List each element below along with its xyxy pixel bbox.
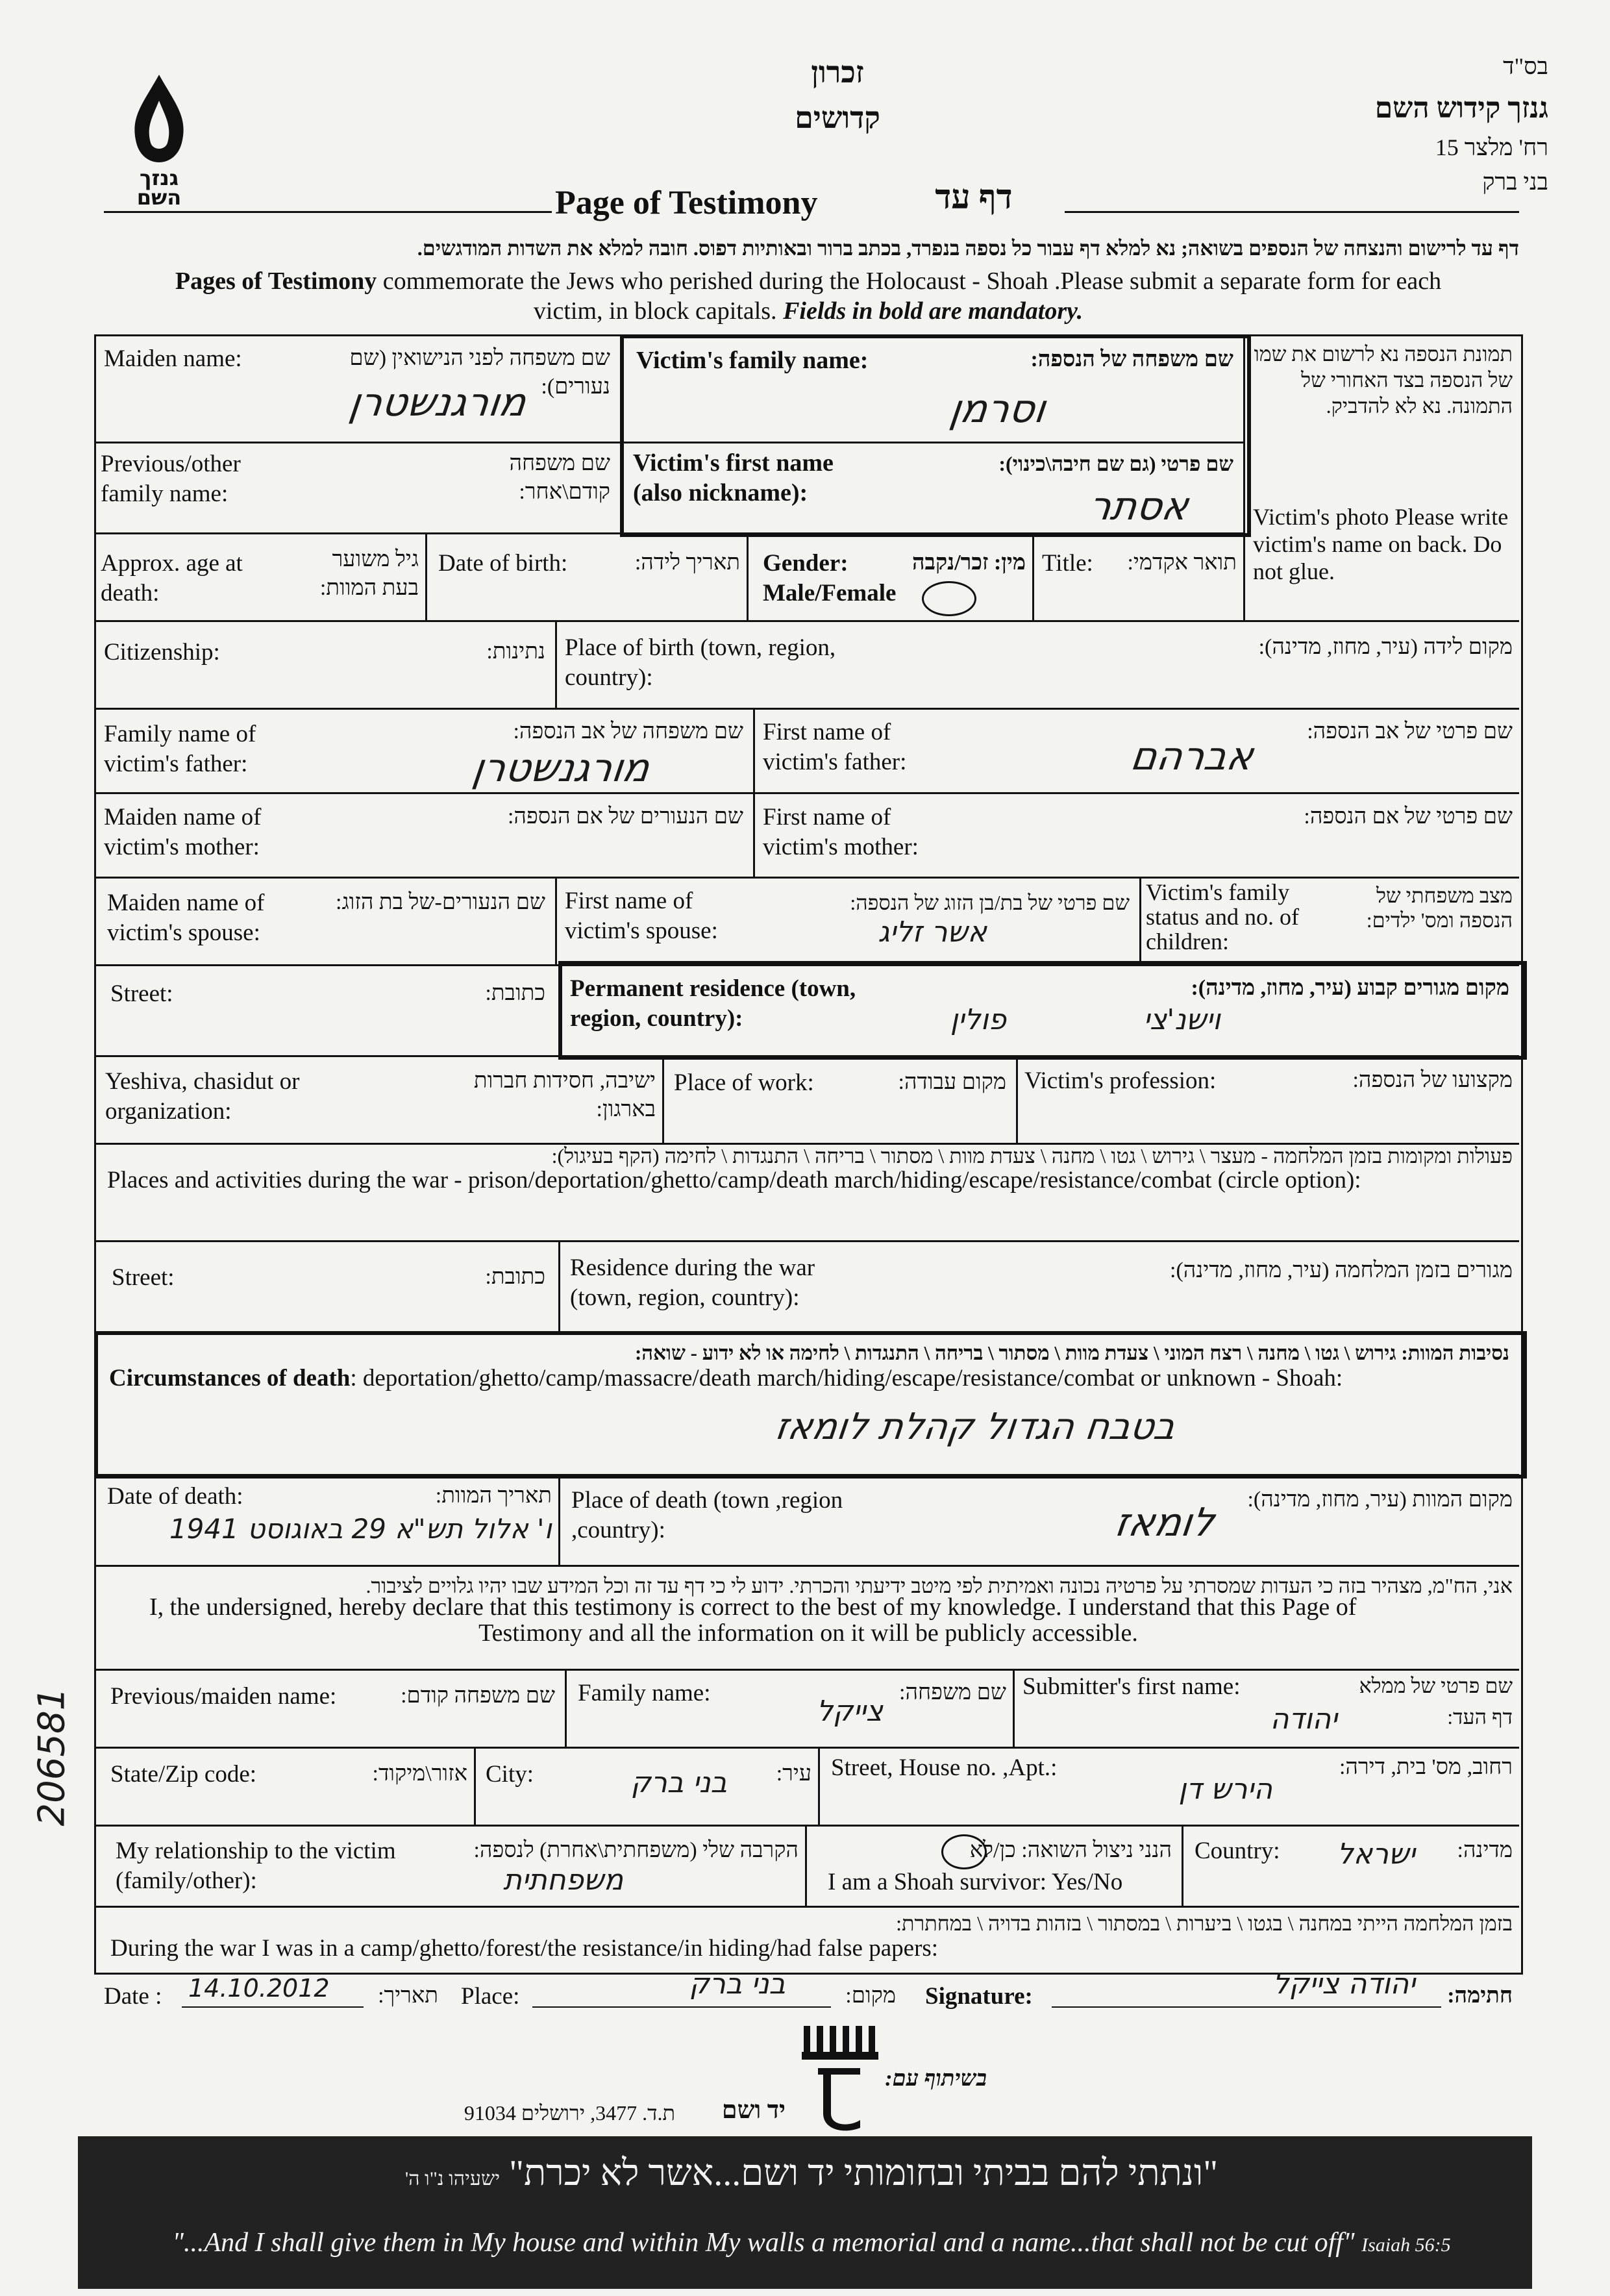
- submitter-prev-label-he: שם משפחה קודם:: [401, 1684, 555, 1708]
- activities-he: פעולות ומקומות בזמן המלחמה - מעצר \ גירוש \ גטו \ מחנה \ צעדת מוות \ מסתור \ בריחה \ התנגדות \ לחימה (הקף בעיגול):: [551, 1144, 1513, 1167]
- father-family-value[interactable]: מורגנשטרן: [469, 745, 652, 791]
- place-label: Place:: [461, 1983, 520, 2010]
- submitter-family-label-he: שם משפחה:: [899, 1680, 1006, 1704]
- pod-label-he: מקום המוות (עיר, מחוז, מדינה):: [1247, 1488, 1513, 1512]
- signature-value[interactable]: יהודה צייקל: [1272, 1967, 1415, 2001]
- first-name-label: Victim's first name (also nickname):: [633, 449, 834, 506]
- gender-label: Gender: Male/Female: [763, 550, 897, 606]
- street-label: Street:: [110, 980, 173, 1007]
- first-name-label-he: שם פרטי (גם שם חיבה\כינוי):: [998, 452, 1233, 475]
- survivor-label-he: הנני ניצול השואה: כן/לא: [969, 1838, 1172, 1862]
- family-name-value[interactable]: וסרמן: [947, 386, 1048, 432]
- verse-ref-en: Isaiah 56:5: [1361, 2234, 1451, 2256]
- citizenship-label-he: נתינות:: [486, 640, 545, 664]
- place-line: [532, 2006, 831, 2008]
- dob-label-he: תאריך לידה:: [634, 551, 740, 575]
- during-war-he: בזמן המלחמה הייתי במחנה \ בגטו \ ביערות \ במסתור \ בזהות בדויה \ במחתרת:: [896, 1912, 1513, 1935]
- perm-res-label: Permanent residence (town, region, country):: [570, 975, 856, 1032]
- photo-instructions-en: Victim's photo Please write victim's name on back. Do not glue.: [1253, 504, 1509, 584]
- family-status-label-he: מצב משפחתי של הנספה ומס' ילדים:: [1366, 884, 1513, 932]
- family-name-label: Victim's family name:: [636, 347, 869, 374]
- street-address-label-he: רחוב, מס' בית, דירה:: [1339, 1755, 1513, 1779]
- relation-value[interactable]: משפחתית: [503, 1864, 623, 1897]
- verse-en: [123, 2227, 1500, 2258]
- page-title: Page of Testimony: [555, 184, 818, 221]
- date-label: Date :: [104, 1983, 162, 2010]
- side-reference-number: 206581: [31, 1687, 73, 1827]
- perm-res-value-1[interactable]: וישנ'צי: [1143, 1003, 1220, 1036]
- family-name-label-he: שם משפחה של הנספה:: [1030, 347, 1233, 371]
- profession-label: Victim's profession:: [1024, 1067, 1217, 1094]
- dob-label: Date of birth:: [438, 550, 568, 577]
- intro-en-mandatory: Fields in bold are mandatory.: [783, 297, 1084, 325]
- spouse-first-label: First name of victim's spouse:: [565, 888, 718, 944]
- street-label-he: כתובת:: [485, 981, 545, 1005]
- prev-family-label: Previous/other family name:: [101, 451, 241, 507]
- survivor-label: I am a Shoah survivor: Yes/No: [828, 1869, 1123, 1895]
- country-value[interactable]: ישראל: [1337, 1838, 1415, 1871]
- photo-instructions-he: תמונת הנספה נא לרשום את שמו של הנספה בצד האחורי של התמונה. נא לא להדביק.: [1254, 342, 1513, 418]
- submitter-family-label: Family name:: [578, 1680, 711, 1706]
- pod-value[interactable]: לומאז: [1111, 1500, 1217, 1545]
- maiden-name-value[interactable]: מורגנשטרן: [346, 380, 529, 425]
- activities-en: Places and activities during the war - prison/deportation/ghetto/camp/death march/hiding/escape/resistance/combat (circle option):: [107, 1167, 1361, 1193]
- profession-label-he: מקצועו של הנספה:: [1352, 1068, 1513, 1092]
- mother-maiden-label: Maiden name of victim's mother:: [104, 804, 262, 860]
- maiden-name-label: Maiden name:: [104, 345, 242, 372]
- center-title-2: קדושים: [795, 101, 880, 134]
- relation-label-he: הקרבה שלי (משפחתית\אחרת) לנספה:: [473, 1838, 799, 1862]
- dod-label: Date of death:: [107, 1483, 243, 1510]
- dod-value[interactable]: ו' אלול תש"א 29 באוגוסט 1941: [169, 1513, 552, 1545]
- gender-label-he: מין: זכר/נקבה: [912, 551, 1026, 575]
- intro-en-bold: Pages of Testimony: [175, 268, 377, 295]
- state-label: State/Zip code:: [110, 1761, 257, 1788]
- war-res-label: Residence during the war (town, region, country):: [570, 1254, 815, 1311]
- citizenship-label: Citizenship:: [104, 639, 220, 666]
- perm-res-label-he: מקום מגורים קבוע (עיר, מחוז, מדינה):: [1191, 976, 1509, 1000]
- signature-label-he: חתימה:: [1447, 1984, 1513, 2008]
- work-label: Place of work:: [674, 1069, 814, 1096]
- spouse-first-value[interactable]: אשר זליג: [878, 916, 987, 949]
- country-label: Country:: [1195, 1838, 1280, 1864]
- perm-res-value-2[interactable]: פולין: [950, 1003, 1006, 1036]
- yad-vashem-address: ת.ד. 3477, ירושלים 91034: [464, 2101, 675, 2125]
- first-name-value[interactable]: אסתר: [1085, 484, 1191, 529]
- submitter-first-label: Submitter's first name:: [1022, 1673, 1241, 1700]
- date-line: [182, 2006, 364, 2008]
- circumstances-en: [109, 1364, 1511, 1393]
- mother-first-label: First name of victim's mother:: [763, 804, 919, 860]
- partner-label: בשיתוף עם:: [885, 2067, 987, 2091]
- verse-en-text: "...And I shall give them in My house and within My walls a memorial and a name...that shall not be cut off": [172, 2228, 1355, 2258]
- prev-family-label-he: שם משפחה קודם\אחר:: [509, 451, 610, 504]
- org-street: רח' מלצר 15: [1435, 134, 1548, 160]
- state-label-he: אזור\מיקוד:: [372, 1762, 467, 1786]
- family-status-label: Victim's family status and no. of children:: [1146, 879, 1299, 955]
- org-city: בני ברק: [1482, 169, 1548, 195]
- center-title-1: זכרון: [811, 56, 864, 89]
- page-title-he: דף עד: [935, 179, 1013, 216]
- spouse-maiden-label-he: שם הנעורים-של בת הזוג:: [336, 890, 545, 914]
- flame-logo-icon: [117, 71, 201, 208]
- title-line-right: [1065, 211, 1519, 213]
- declaration-he: אני, הח"מ, מצהיר בזה כי העדות שמסרתי על פרטיה נכונה ואמיתית לפי מיטב ידיעתי והכרתי. ידוע לי כי דף עד זה וכל המידע שבו יהיו גלויים לציבור.: [365, 1574, 1513, 1597]
- father-family-label-he: שם משפחה של אב הנספה:: [513, 719, 743, 743]
- street-address-value[interactable]: הירש דן: [1178, 1773, 1272, 1806]
- verse-ref-he: ישעיהו נ"ו ה': [404, 2168, 501, 2190]
- during-war-en: During the war I was in a camp/ghetto/forest/the resistance/in hiding/had false papers:: [110, 1935, 939, 1962]
- intro-he: דף עד לרישום והנצחה של הנספים בשואה; נא למלא דף עבור כל נספה בנפרד, בכתב ברור ובאותיות דפוס. חובה למלא את השדות המודגשים.: [417, 236, 1519, 260]
- pod-label: Place of death (town ,region ,country):: [571, 1487, 843, 1543]
- date-value[interactable]: 14.10.2012: [188, 1974, 330, 2003]
- city-label: City:: [486, 1761, 534, 1788]
- title-line-left: [104, 211, 552, 213]
- submitter-family-value[interactable]: צייקל: [816, 1695, 883, 1728]
- dod-label-he: תאריך המוות:: [435, 1484, 552, 1508]
- pob-label-he: מקום לידה (עיר, מחוז, מדינה):: [1258, 635, 1513, 659]
- age-label: Approx. age at death:: [101, 550, 243, 606]
- yad-vashem-name: יד ושם: [721, 2097, 786, 2124]
- maiden-name-label-he: שם משפחה לפני הנישואין (שם נעורים):: [349, 346, 610, 399]
- age-label-he: גיל משוער בעת המוות:: [319, 547, 419, 600]
- intro-en-2: [97, 296, 1519, 326]
- father-first-label-he: שם פרטי של אב הנספה:: [1307, 719, 1513, 743]
- war-street-label-he: כתובת:: [485, 1265, 545, 1289]
- svg-text:השם: השם: [136, 185, 182, 208]
- submitter-first-value[interactable]: יהודה: [1270, 1703, 1337, 1736]
- svg-text:גנזך: גנזך: [139, 166, 179, 190]
- title-label-he: תואר אקדמי:: [1127, 551, 1237, 575]
- city-label-he: עיר:: [776, 1762, 811, 1786]
- yeshiva-label: Yeshiva, chasidut or organization:: [105, 1068, 300, 1125]
- work-label-he: מקום עבודה:: [898, 1070, 1006, 1094]
- survivor-no-circle[interactable]: [941, 1834, 987, 1869]
- signature-line: [1052, 2006, 1441, 2008]
- place-label-he: מקום:: [845, 1984, 896, 2008]
- intro-en-1: [97, 266, 1519, 296]
- father-first-value[interactable]: אברהם: [1128, 734, 1256, 779]
- intro-en-text-2: victim, in block capitals.: [533, 297, 777, 325]
- war-street-label: Street:: [112, 1264, 175, 1291]
- gender-female-circle[interactable]: [922, 581, 976, 616]
- spouse-maiden-label: Maiden name of victim's spouse:: [107, 890, 265, 946]
- footer-verse-band: [78, 2136, 1532, 2289]
- signature-label: Signature:: [925, 1983, 1033, 2010]
- date-label-he: תאריך:: [378, 1984, 438, 2008]
- pob-label: Place of birth (town, region, country):: [565, 634, 836, 691]
- verse-he-text: "ונתתי להם בביתי ובחומותי יד ושם...אשר לא יכרת": [509, 2153, 1219, 2193]
- circumstances-en-text: : deportation/ghetto/camp/massacre/death march/hiding/escape/resistance/combat or unknown - Shoah:: [350, 1365, 1343, 1391]
- org-name: גנזך קידוש השם: [1374, 92, 1548, 124]
- bsd: בס"ד: [1503, 53, 1548, 79]
- circumstances-value[interactable]: בטבח הגדול קהלת לומאז: [773, 1406, 1178, 1448]
- declaration-en-1: I, the undersigned, hereby declare that this testimony is correct to the best of my knowledge. I understand that this Page of: [149, 1593, 1357, 1621]
- circumstances-en-bold: Circumstances of death: [109, 1365, 351, 1391]
- yeshiva-label-he: ישיבה, חסידות חברות בארגון:: [473, 1069, 656, 1121]
- father-family-label: Family name of victim's father:: [104, 721, 256, 777]
- relation-label: My relationship to the victim (family/other):: [116, 1838, 396, 1894]
- title-label: Title:: [1042, 550, 1093, 577]
- city-value[interactable]: בני ברק: [630, 1766, 727, 1799]
- submitter-prev-label: Previous/maiden name:: [110, 1683, 337, 1710]
- mother-maiden-label-he: שם הנעורים של אם הנספה:: [507, 805, 743, 829]
- flame-logo: [117, 71, 201, 208]
- mother-first-label-he: שם פרטי של אם הנספה:: [1304, 805, 1513, 829]
- war-res-label-he: מגורים בזמן המלחמה (עיר, מחוז, מדינה):: [1170, 1258, 1513, 1282]
- submitter-first-label-he: שם פרטי של ממלא דף העד:: [1359, 1674, 1513, 1728]
- spouse-first-label-he: שם פרטי של בת/בן הזוג של הנספה:: [850, 891, 1130, 914]
- father-first-label: First name of victim's father:: [763, 719, 907, 775]
- street-address-label: Street, House no. ,Apt.:: [831, 1754, 1058, 1781]
- intro-en-text: commemorate the Jews who perished during the Holocaust - Shoah .Please submit a separate form for each: [382, 268, 1442, 295]
- country-label-he: מדינה:: [1457, 1838, 1513, 1862]
- declaration-en-2: Testimony and all the information on it will be publicly accessible.: [478, 1619, 1138, 1647]
- circumstances-he: נסיבות המוות: גירוש \ גטו \ מחנה \ רצח המוני \ צעדת מוות \ מסתור \ בריחה \ התנגדות \ לחימה או לא ידוע - שואה:: [634, 1341, 1509, 1364]
- place-value[interactable]: בני ברק: [689, 1967, 786, 2001]
- verse-he: [195, 2153, 1428, 2193]
